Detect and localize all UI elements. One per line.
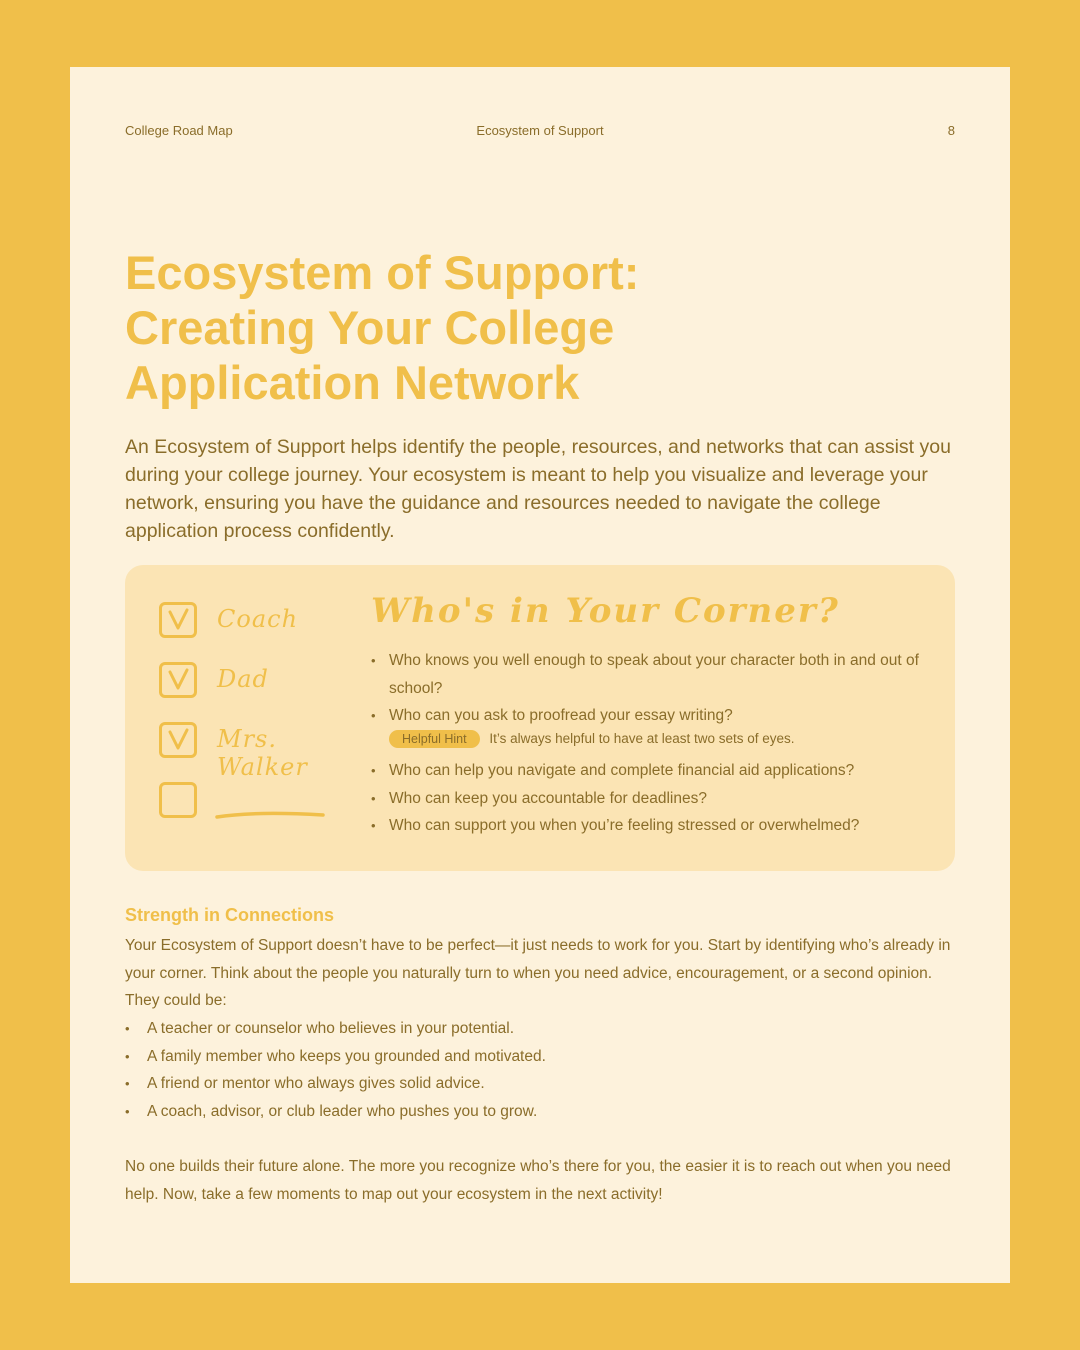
blank-line-icon <box>215 809 325 821</box>
question-item: • Who can help you navigate and complete financial aid applications? <box>371 757 941 785</box>
title-line-3: Application Network <box>125 356 580 409</box>
page-number: 8 <box>947 123 955 138</box>
empty-box-icon <box>159 782 197 818</box>
list-item: • A teacher or counselor who believes in your potential. <box>125 1015 955 1043</box>
header-section-title: Ecosystem of Support <box>476 123 604 138</box>
question-item: • Who knows you well enough to speak about your character both in and out of school? <box>371 647 941 702</box>
checklist-item-mrs-walker <box>159 721 349 781</box>
title-line-1: Ecosystem of Support: <box>125 246 640 299</box>
hint-badge: Helpful Hint <box>389 730 480 748</box>
checked-box-icon <box>159 662 197 698</box>
intro-paragraph: An Ecosystem of Support helps identify the people, resources, and networks that can assist you during your college journey. Your ecosystem is meant to help you visualize and leverage your network, ensuring you have the guidance and resources needed to navigate the college application process confidently. <box>125 436 951 542</box>
question-item: • Who can support you when you’re feeling stressed or overwhelmed? <box>371 812 941 840</box>
page-header <box>125 123 955 143</box>
question-item: • Who can keep you accountable for deadlines? <box>371 785 941 813</box>
title-line-2: Creating Your College <box>125 301 615 354</box>
checklist-label: Dad <box>217 665 269 693</box>
checklist-item-coach <box>159 601 349 661</box>
header-doc-title: College Road Map <box>125 123 233 138</box>
checklist-label: Coach <box>217 605 299 633</box>
question-list <box>371 647 941 840</box>
list-item: • A friend or mentor who always gives solid advice. <box>125 1070 955 1098</box>
checklist-label: Mrs. Walker <box>217 725 308 781</box>
list-item: • A family member who keeps you grounded and motivated. <box>125 1043 955 1071</box>
list-item: • A coach, advisor, or club leader who pushes you to grow. <box>125 1098 955 1126</box>
question-item: • Who can you ask to proofread your essay writing? <box>371 702 941 730</box>
section-body: Your Ecosystem of Support doesn’t have to be perfect—it just needs to work for you. Start by identifying who’s already in your corner. Think about the people you naturally turn to when you need advice, encouragement, or a second opinion. They could be: <box>125 937 951 1010</box>
checklist-item-dad <box>159 661 349 721</box>
corner-title: Who's in Your Corner? <box>371 591 840 631</box>
page-title <box>125 245 825 410</box>
checklist-item-blank <box>159 781 349 841</box>
section-heading: Strength in Connections <box>125 905 334 925</box>
corner-card <box>125 565 955 871</box>
support-examples-list <box>125 1015 955 1126</box>
document-page <box>70 67 1010 1283</box>
checked-box-icon <box>159 602 197 638</box>
helpful-hint <box>371 730 941 758</box>
hint-text: It’s always helpful to have at least two sets of eyes. <box>489 730 795 746</box>
support-checklist <box>159 601 349 841</box>
closing-paragraph: No one builds their future alone. The more you recognize who’s there for you, the easier it is to reach out when you need help. Now, take a few moments to map out your ecosystem in the next activity! <box>125 1158 951 1203</box>
checked-box-icon <box>159 722 197 758</box>
